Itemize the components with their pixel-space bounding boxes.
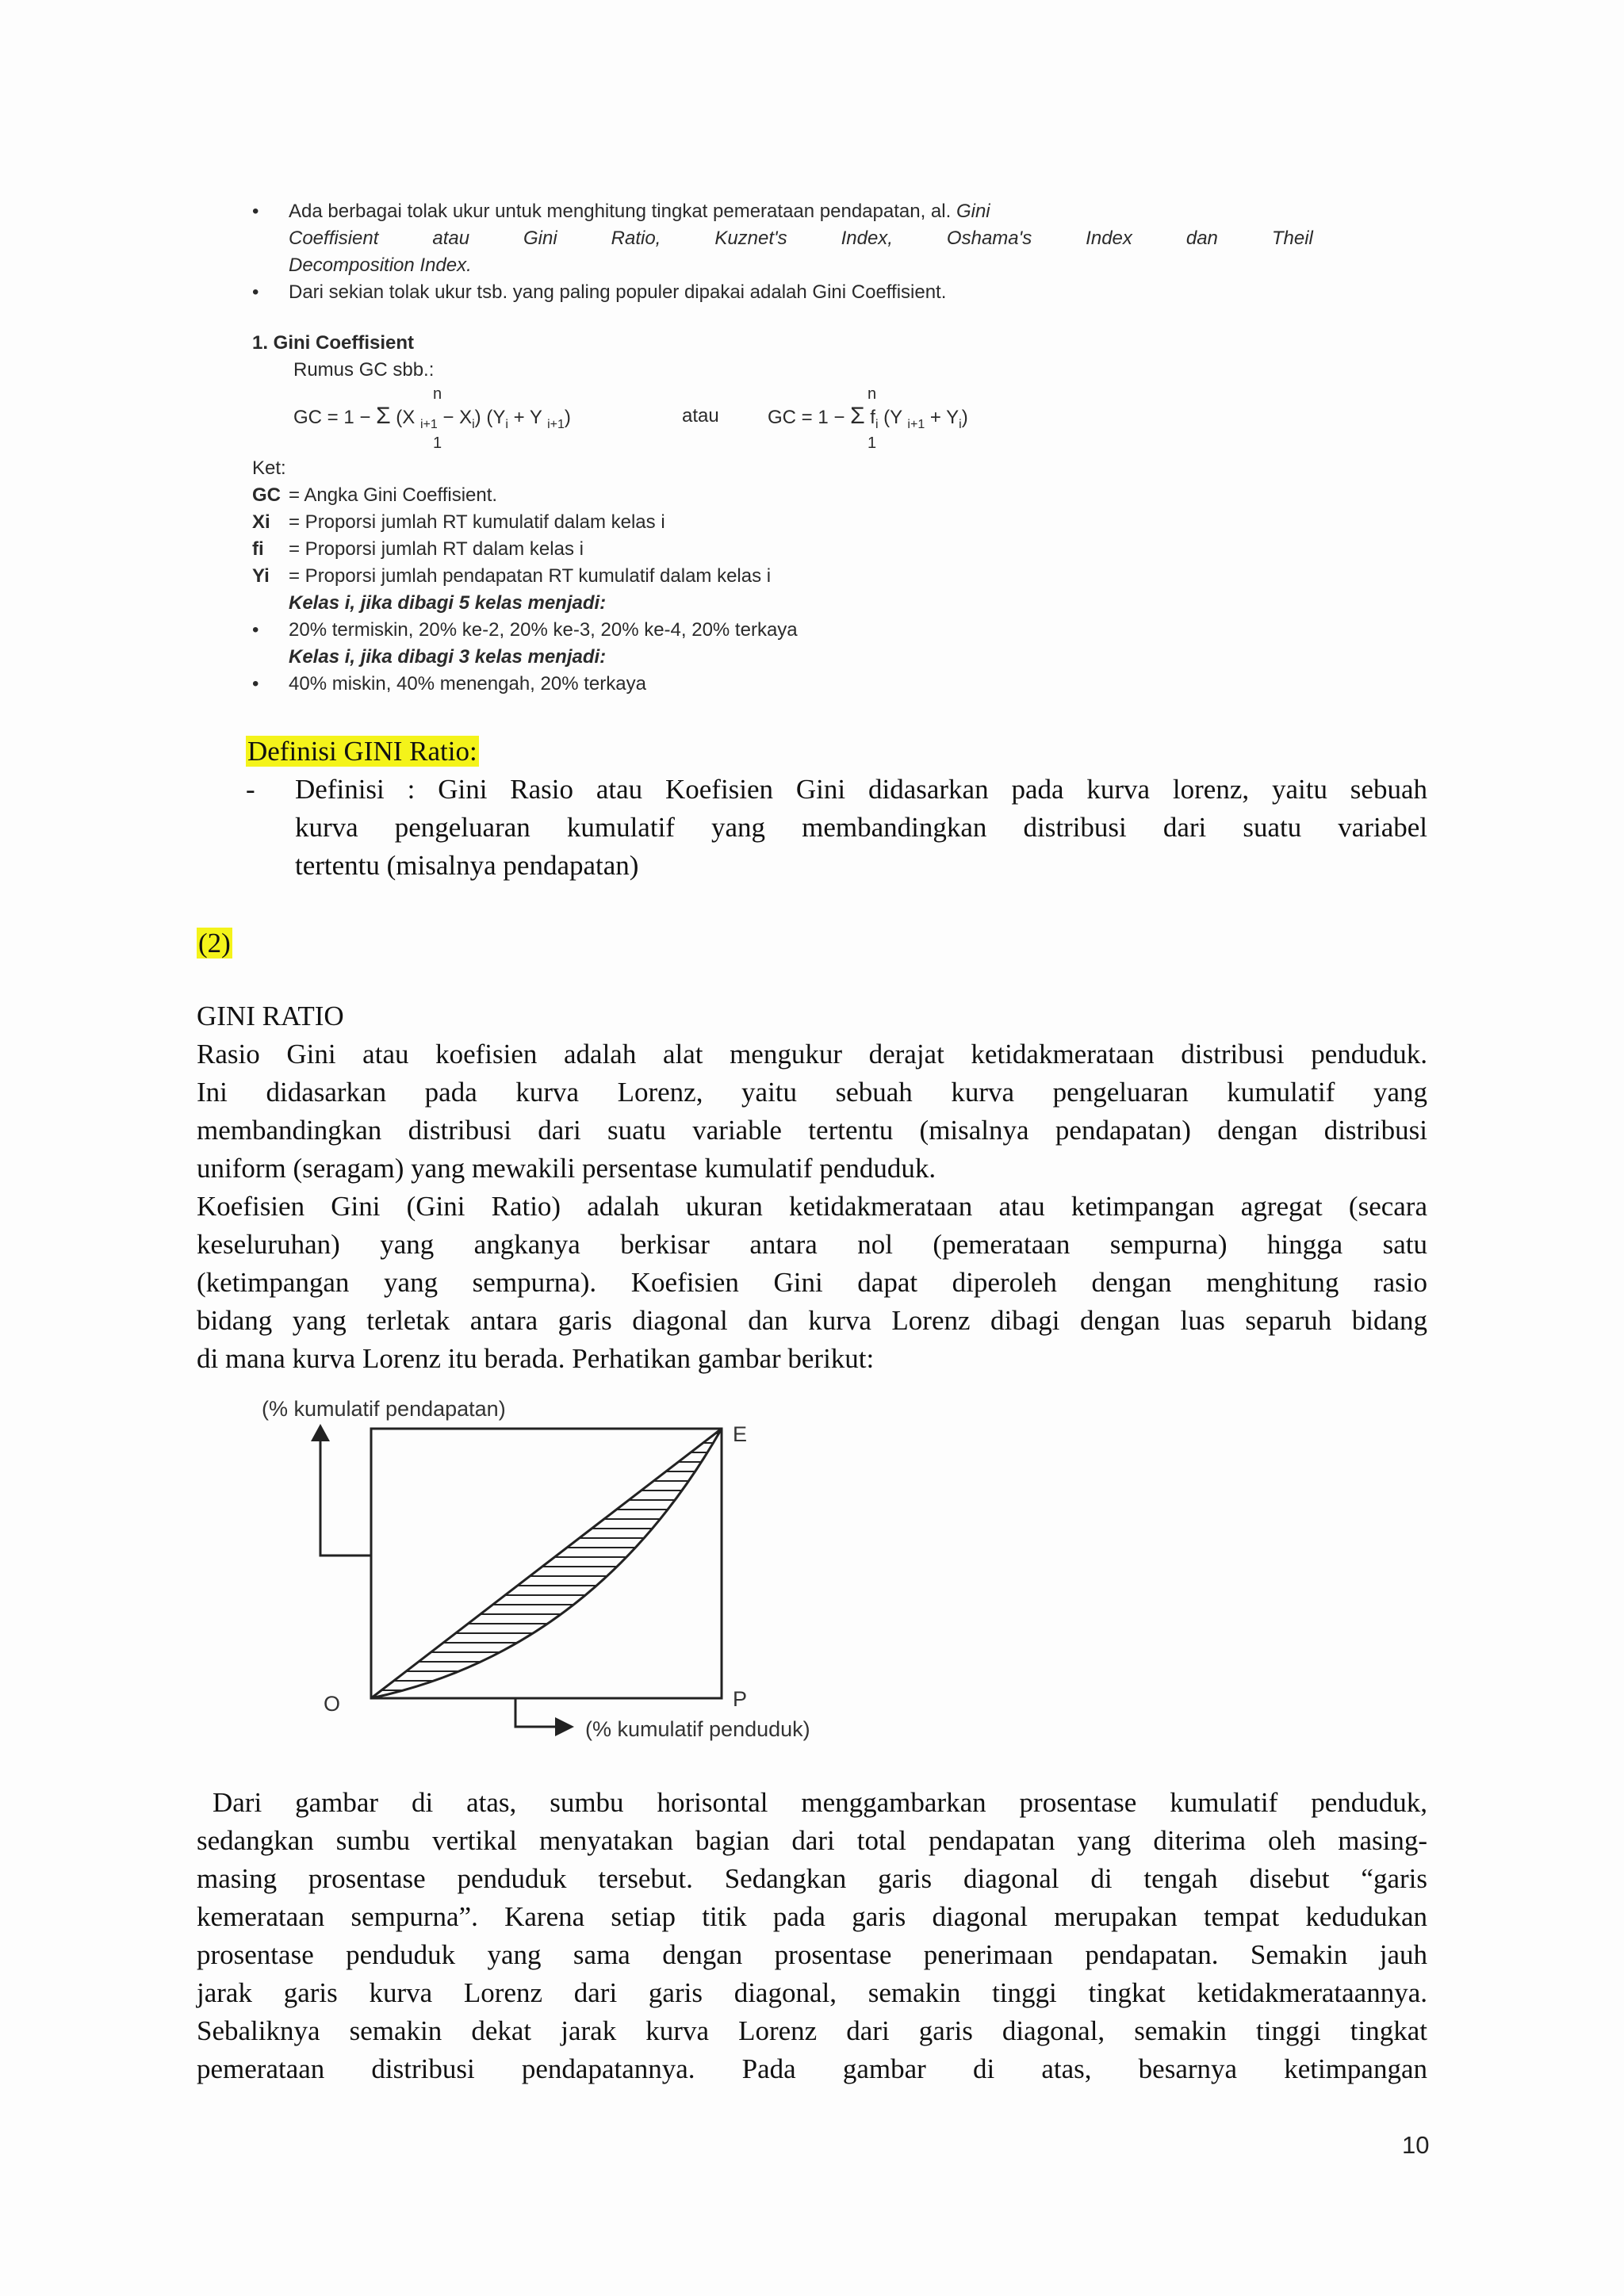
closing-line-6: jarak garis kurva Lorenz dari garis diagonal, semakin tinggi tingkat ketidakmerataannya. [197,1977,1427,2008]
bullet-1-word: Gini [523,228,557,249]
gini-line-3: membandingkan distribusi dari suatu variable tertentu (misalnya pendapatan) dengan distribusi [197,1115,1427,1146]
bullet-1-line-3: Decomposition Index. [289,254,472,276]
variable-symbol: fi [252,538,264,560]
definisi-dash: - [246,774,255,805]
closing-line-2: sedangkan sumbu vertikal menyatakan bagian dari total pendapatan yang diterima oleh masing- [197,1825,1427,1856]
closing-line-1: Dari gambar di atas, sumbu horisontal menggambarkan prosentase kumulatif penduduk, [213,1787,1427,1818]
bullet-1-word: Theil [1271,228,1313,249]
equality-diagonal [371,1429,722,1698]
closing-line-3: masing prosentase penduduk tersebut. Sedangkan garis diagonal di tengah disebut “garis [197,1863,1427,1894]
gini-line-9: di mana kurva Lorenz itu berada. Perhatikan gambar berikut: [197,1343,875,1374]
bullet-1-word: dan [1185,228,1218,249]
label-o: O [324,1692,341,1716]
formula-1: GC = 1 − Σ (X $_{i+1} - X_i$) ($Y_i + Y$ $_{i+1}$) [293,403,571,431]
definisi-title: Definisi GINI Ratio: [247,736,477,767]
slide-heading: 1. Gini Coeffisient [252,332,415,354]
sum-bottom-1: 1 [433,434,442,452]
bullet-dot-icon: • [252,619,259,641]
bullet-1-word: Kuznet's [714,228,787,249]
gini-ratio-section [197,997,1427,1378]
lorenz-curve-figure [254,1389,888,1754]
bullet-1-word: Coeffisient [289,228,379,249]
sum-top-2: n [868,385,877,403]
kelas-5-title: Kelas i, jika dibagi 5 kelas menjadi: [289,592,607,614]
x-arrow-head-icon [555,1717,574,1736]
bullet-2-text: Dari sekian tolak ukur tsb. yang paling populer dipakai adalah Gini Coeffisient. [289,281,947,303]
bullet-1-word: Index, [841,228,893,249]
bullet-1-word: Ratio, [611,228,661,249]
variable-row [252,563,1323,590]
variable-description: = Proporsi jumlah RT kumulatif dalam kelas i [289,511,665,533]
variable-row [252,509,1323,536]
kelas-5-bullet [252,617,1323,644]
gini-line-2: Ini didasarkan pada kurva Lorenz, yaitu sebuah kurva pengeluaran kumulatif yang [197,1077,1427,1108]
gini-line-8: bidang yang terletak antara garis diagonal dan kurva Lorenz dibagi dengan luas separuh bidang [197,1305,1427,1336]
y-arrow-head-icon [311,1424,330,1441]
bullet-dot-icon: • [252,201,259,222]
bullet-1-text: Ada berbagai tolak ukur untuk menghitung tingkat pemerataan pendapatan, al. [289,201,952,222]
bullet-1-word: Oshama's [946,228,1032,249]
definisi-body [246,771,1427,885]
x-axis-arrow [515,1698,558,1727]
sum-bottom-2: 1 [868,434,877,452]
gini-line-1: Rasio Gini atau koefisien adalah alat mengukur derajat ketidakmerataan distribusi penduduk. [197,1039,1427,1070]
bullet-dot-icon: • [252,673,259,695]
variable-list [252,482,1323,590]
closing-line-5: prosentase penduduk yang sama dengan prosentase penerimaan pendapatan. Semakin jauh [197,1939,1427,1970]
gini-line-4: uniform (seragam) yang mewakili persentase kumulatif penduduk. [197,1153,936,1184]
definisi-line-2: kurva pengeluaran kumulatif yang membandingkan distribusi dari suatu variabel [295,812,1427,843]
bullet-2 [252,279,1323,306]
variable-description: = Proporsi jumlah RT dalam kelas i [289,538,584,560]
formula-atau: atau [682,405,719,427]
gini-line-5: Koefisien Gini (Gini Ratio) adalah ukuran ketidakmerataan atau ketimpangan agregat (secara [197,1191,1427,1222]
page-number: 10 [1402,2131,1430,2159]
variable-row [252,536,1323,563]
variable-row [252,482,1323,509]
variable-description: = Angka Gini Coeffisient. [289,484,498,506]
label-e: E [733,1422,748,1446]
section-marker: (2) [198,928,231,959]
scanned-slide [252,198,1323,698]
label-p: P [733,1687,748,1711]
definisi-line-3: tertentu (misalnya pendapatan) [295,850,639,881]
kelas-5-text: 20% termiskin, 20% ke-2, 20% ke-3, 20% ke-4, 20% terkaya [289,619,798,641]
rumus-label: Rumus GC sbb.: [293,359,435,381]
formula-block [252,384,1323,455]
bullet-1-word: Index [1086,228,1132,249]
y-axis-label: (% kumulatif pendapatan) [262,1397,506,1421]
closing-paragraph [197,1784,1427,2088]
variable-description: = Proporsi jumlah pendapatan RT kumulatif dalam kelas i [289,565,772,587]
sum-top-1: n [433,385,442,403]
definisi-line-1: Definisi : Gini Rasio atau Koefisien Gini didasarkan pada kurva lorenz, yaitu sebuah [295,774,1427,805]
y-axis-arrow [320,1438,371,1556]
gini-heading: GINI RATIO [197,1001,344,1031]
formula-2: GC = 1 − Σ $f_i$ (Y $_{i+1} + Y_i$) [768,403,968,431]
x-axis-label: (% kumulatif penduduk) [585,1717,810,1741]
variable-symbol: Xi [252,511,270,533]
bullet-1 [252,198,1323,225]
ket-label: Ket: [252,457,286,479]
bullet-1-italic: Gini [956,201,990,222]
bullet-1-line-2 [252,225,1323,252]
kelas-3-bullet [252,671,1323,698]
bullet-dot-icon: • [252,281,259,303]
closing-line-8: pemerataan distribusi pendapatannya. Pada gambar di atas, besarnya ketimpangan [197,2053,1427,2084]
variable-symbol: Yi [252,565,270,587]
kelas-3-text: 40% miskin, 40% menengah, 20% terkaya [289,673,646,695]
gini-line-7: (ketimpangan yang sempurna). Koefisien Gini dapat diperoleh dengan menghitung rasio [197,1267,1427,1298]
closing-line-4: kemerataan sempurna”. Karena setiap titik pada garis diagonal merupakan tempat kedudukan [197,1901,1427,1932]
gini-line-6: keseluruhan) yang angkanya berkisar antara nol (pemerataan sempurna) hingga satu [197,1229,1427,1260]
closing-line-7: Sebaliknya semakin dekat jarak kurva Lorenz dari garis diagonal, semakin tinggi tingkat [197,2015,1427,2046]
bullet-1-word: atau [432,228,470,249]
variable-symbol: GC [252,484,281,506]
kelas-3-title: Kelas i, jika dibagi 3 kelas menjadi: [289,646,607,668]
definisi-section [246,733,1427,885]
